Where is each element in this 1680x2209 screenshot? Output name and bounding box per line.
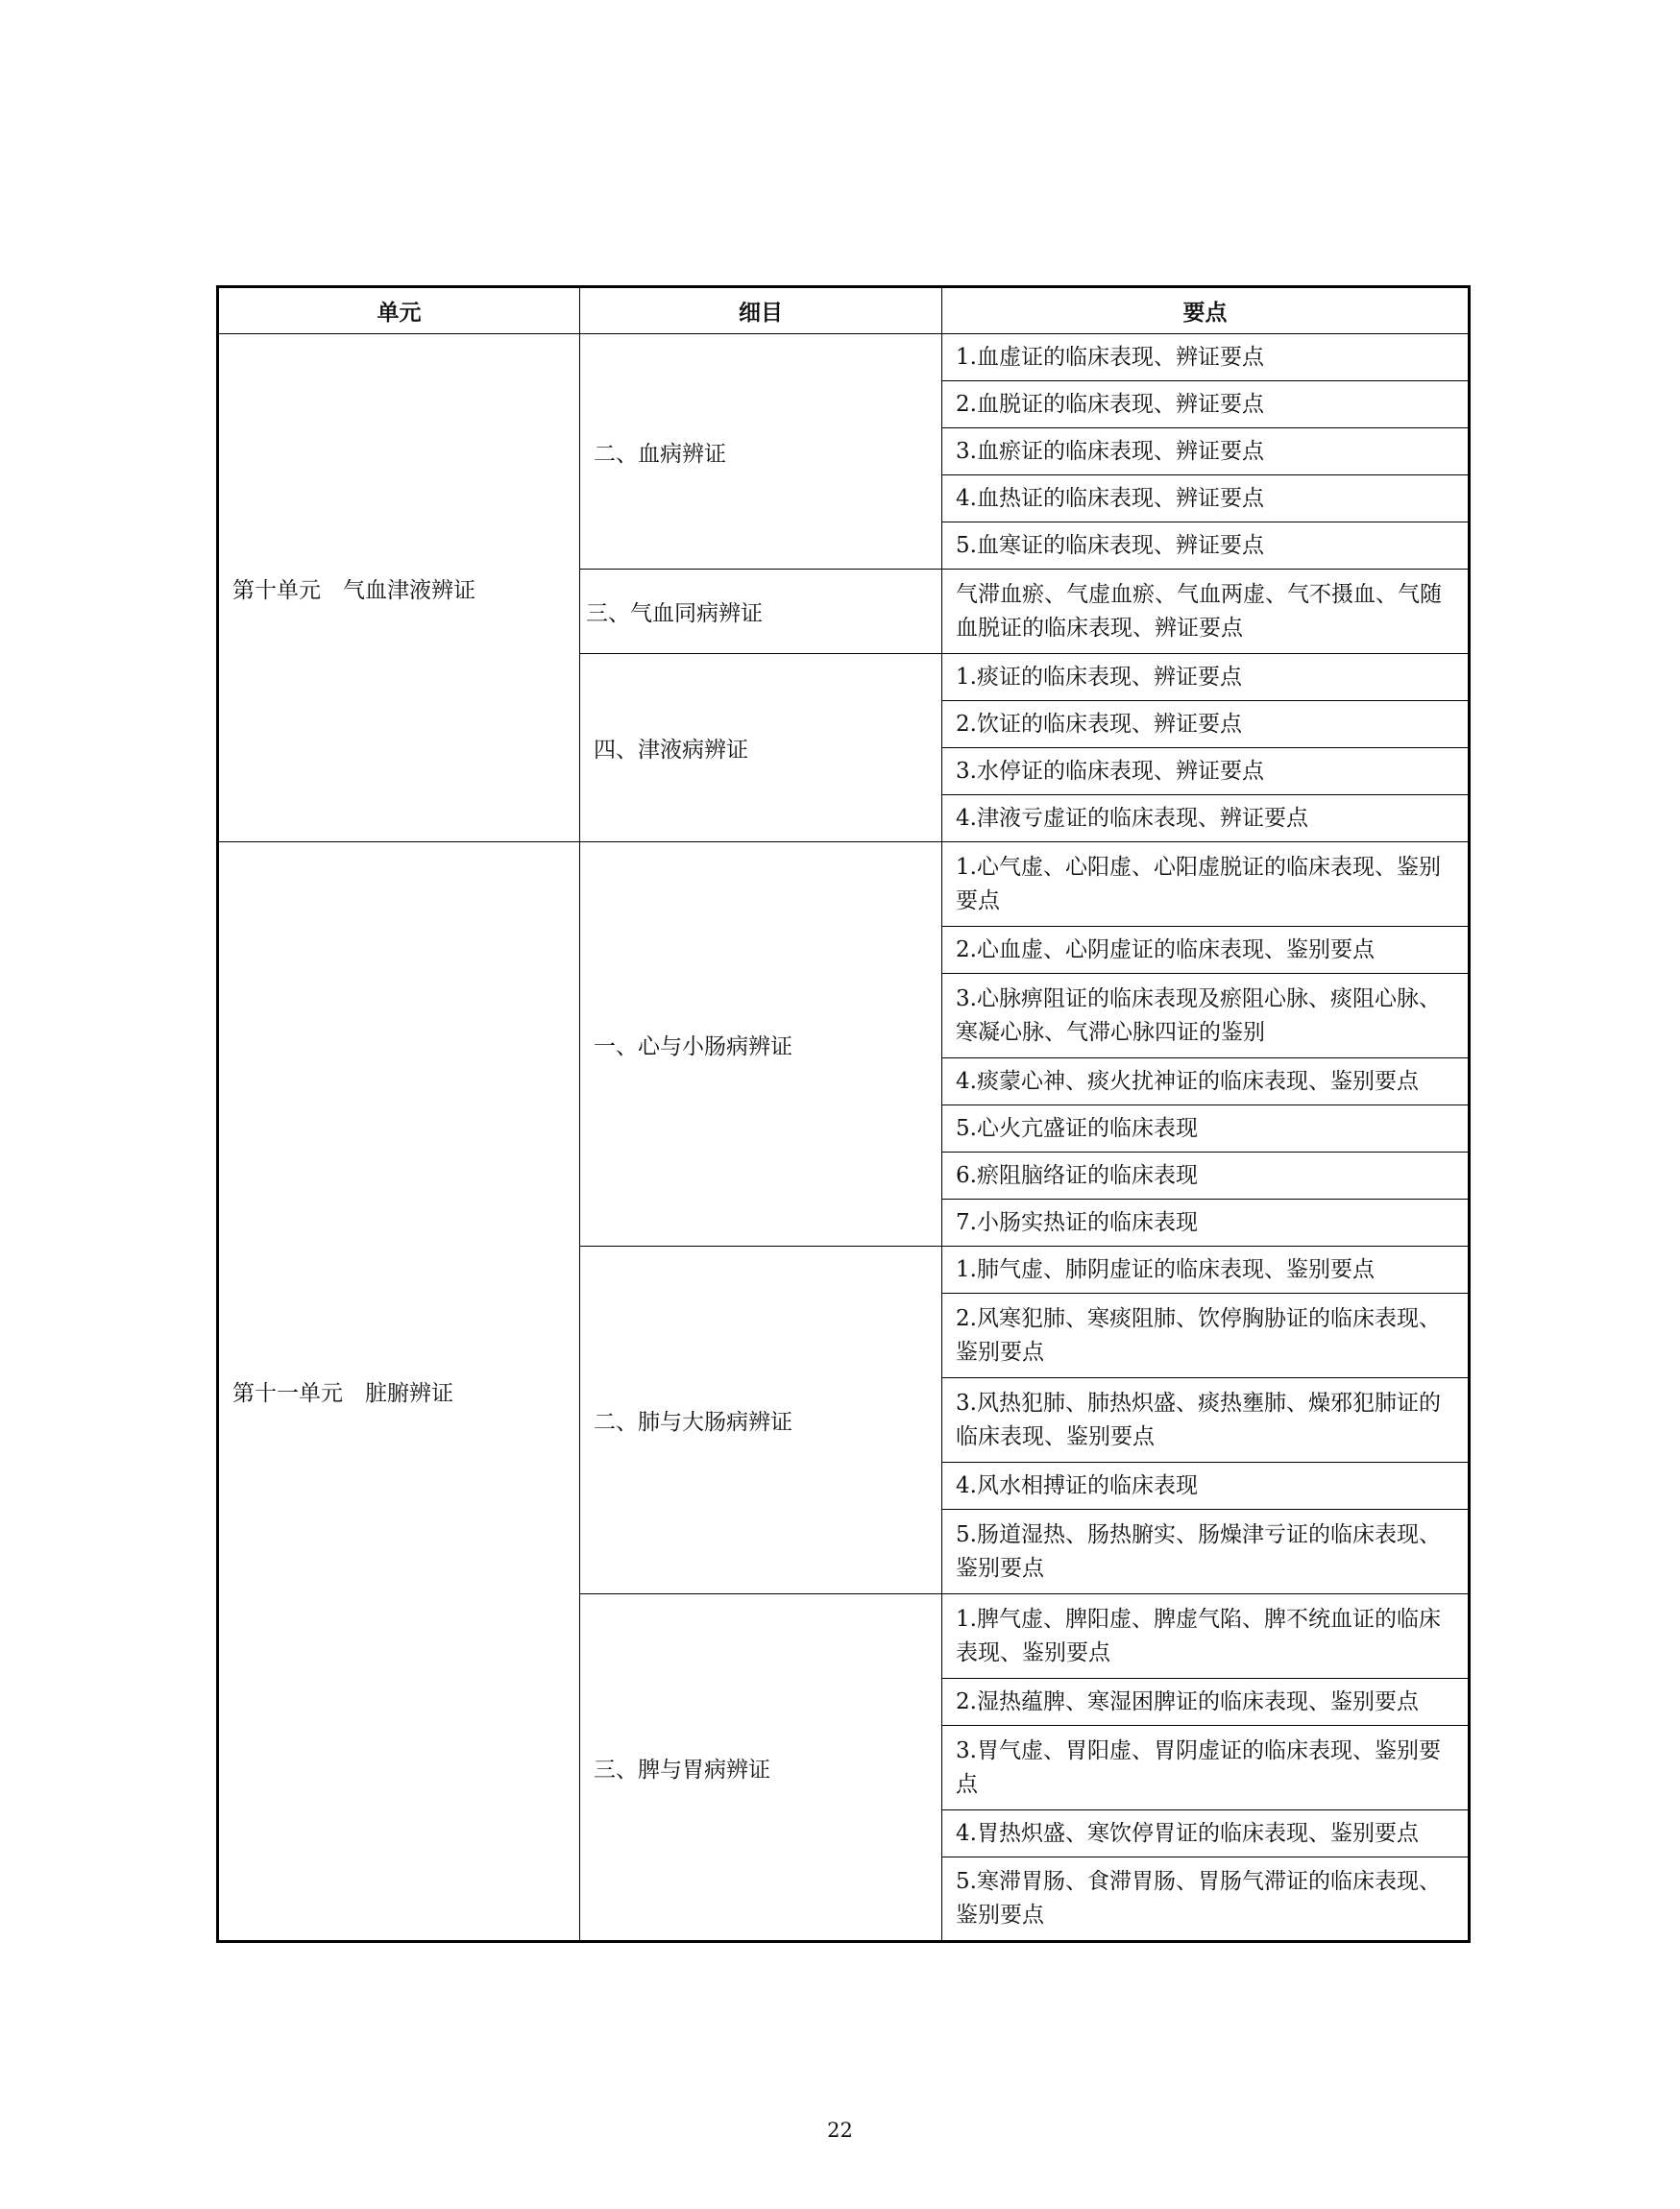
- point-text: 7.小肠实热证的临床表现: [942, 1200, 1470, 1247]
- point-text: 3.心脉痹阻证的临床表现及瘀阻心脉、痰阻心脉、寒凝心脉、气滞心脉四证的鉴别: [942, 974, 1470, 1058]
- item-title: 四、津液病辨证: [580, 654, 942, 842]
- point-text: 4.痰蒙心神、痰火扰神证的临床表现、鉴别要点: [942, 1058, 1470, 1105]
- header-unit: 单元: [218, 287, 580, 334]
- point-text: 1.痰证的临床表现、辨证要点: [942, 654, 1470, 701]
- point-text: 2.心血虚、心阴虚证的临床表现、鉴别要点: [942, 927, 1470, 974]
- item-title: 三、气血同病辨证: [580, 570, 942, 654]
- point-text: 2.饮证的临床表现、辨证要点: [942, 701, 1470, 748]
- point-text: 2.湿热蕴脾、寒湿困脾证的临床表现、鉴别要点: [942, 1679, 1470, 1726]
- item-title: 三、脾与胃病辨证: [580, 1594, 942, 1942]
- point-text: 1.肺气虚、肺阴虚证的临床表现、鉴别要点: [942, 1247, 1470, 1294]
- point-text: 2.血脱证的临床表现、辨证要点: [942, 381, 1470, 428]
- point-text: 5.寒滞胃肠、食滞胃肠、胃肠气滞证的临床表现、鉴别要点: [942, 1857, 1470, 1942]
- page-number: 22: [827, 2119, 853, 2142]
- point-text: 5.心火亢盛证的临床表现: [942, 1105, 1470, 1153]
- point-text: 5.血寒证的临床表现、辨证要点: [942, 522, 1470, 570]
- table-header-row: [218, 287, 1470, 334]
- point-text: 1.心气虚、心阳虚、心阳虚脱证的临床表现、鉴别要点: [942, 842, 1470, 927]
- item-title: 二、肺与大肠病辨证: [580, 1247, 942, 1594]
- unit-title: 第十一单元 脏腑辨证: [218, 842, 580, 1942]
- point-text: 气滞血瘀、气虚血瘀、气血两虚、气不摄血、气随血脱证的临床表现、辨证要点: [942, 570, 1470, 654]
- point-text: 6.瘀阻脑络证的临床表现: [942, 1153, 1470, 1200]
- table-row: [218, 842, 1470, 927]
- point-text: 3.胃气虚、胃阳虚、胃阴虚证的临床表现、鉴别要点: [942, 1726, 1470, 1810]
- item-title: 一、心与小肠病辨证: [580, 842, 942, 1247]
- point-text: 4.津液亏虚证的临床表现、辨证要点: [942, 795, 1470, 842]
- item-title: 二、血病辨证: [580, 334, 942, 570]
- syllabus-table: [216, 285, 1471, 1943]
- table-row: [218, 334, 1470, 381]
- point-text: 4.血热证的临床表现、辨证要点: [942, 475, 1470, 522]
- point-text: 3.血瘀证的临床表现、辨证要点: [942, 428, 1470, 475]
- unit-title: 第十单元 气血津液辨证: [218, 334, 580, 842]
- header-item: 细目: [580, 287, 942, 334]
- point-text: 5.肠道湿热、肠热腑实、肠燥津亏证的临床表现、鉴别要点: [942, 1510, 1470, 1594]
- point-text: 4.胃热炽盛、寒饮停胃证的临床表现、鉴别要点: [942, 1810, 1470, 1857]
- point-text: 1.脾气虚、脾阳虚、脾虚气陷、脾不统血证的临床表现、鉴别要点: [942, 1594, 1470, 1679]
- header-points: 要点: [942, 287, 1470, 334]
- point-text: 3.水停证的临床表现、辨证要点: [942, 748, 1470, 795]
- point-text: 1.血虚证的临床表现、辨证要点: [942, 334, 1470, 381]
- point-text: 3.风热犯肺、肺热炽盛、痰热壅肺、燥邪犯肺证的临床表现、鉴别要点: [942, 1378, 1470, 1463]
- point-text: 4.风水相搏证的临床表现: [942, 1463, 1470, 1510]
- point-text: 2.风寒犯肺、寒痰阻肺、饮停胸胁证的临床表现、鉴别要点: [942, 1294, 1470, 1378]
